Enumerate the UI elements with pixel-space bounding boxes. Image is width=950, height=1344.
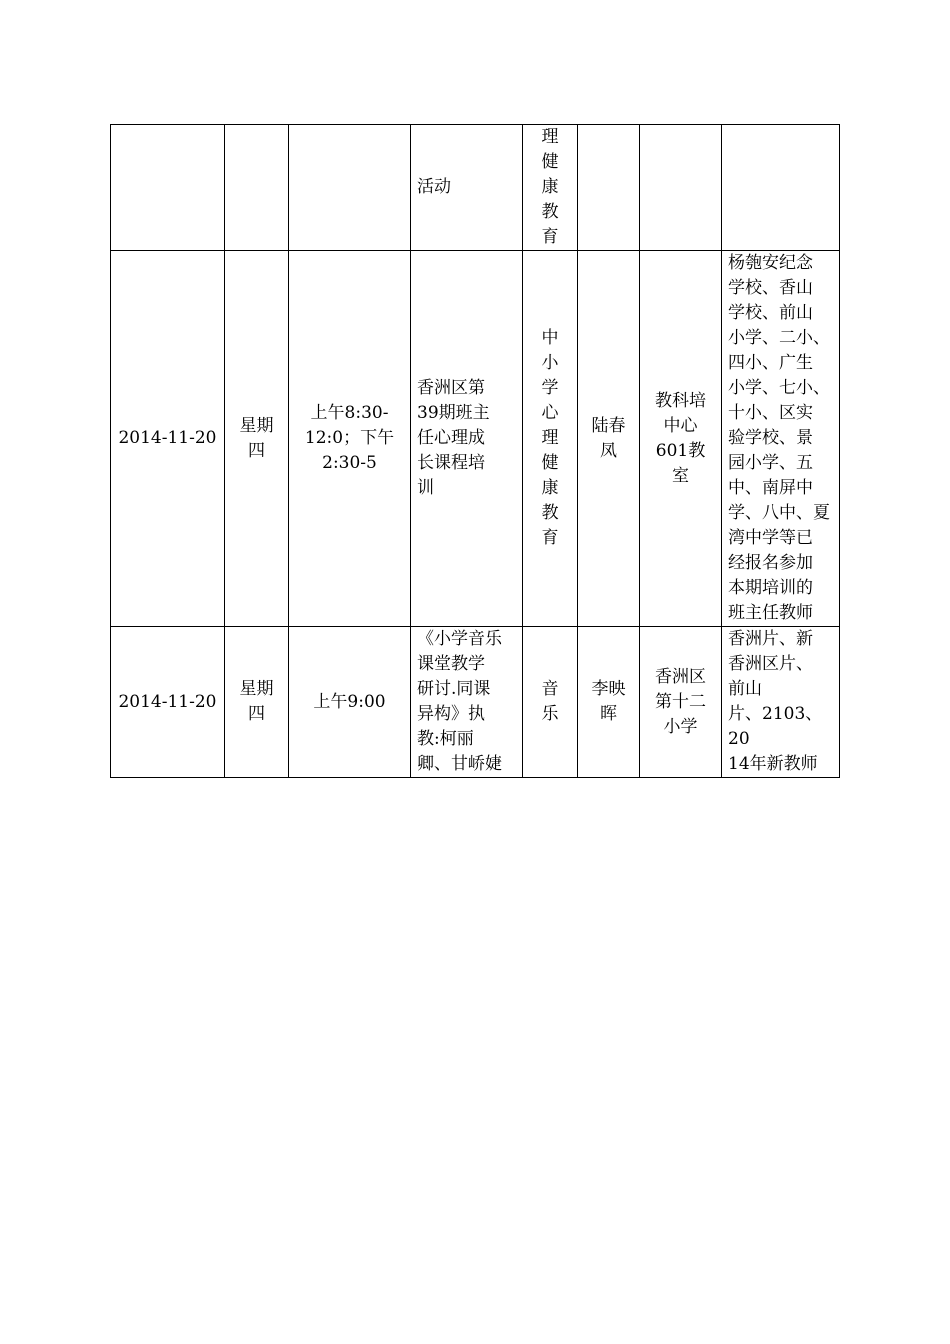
- subject-cell: 中 小 学 心 理 健 康 教 育: [523, 251, 578, 627]
- time-cell: [289, 125, 411, 251]
- date-cell: 2014-11-20: [111, 627, 225, 778]
- time-cell: 上午8:30- 12:0；下午 2:30-5: [289, 251, 411, 627]
- table-row: [111, 251, 840, 627]
- subject-cell: 理 健 康 教 育: [523, 125, 578, 251]
- venue-cell: 香洲区 第十二 小学: [640, 627, 722, 778]
- time-cell: 上午9:00: [289, 627, 411, 778]
- table-row: [111, 627, 840, 778]
- date-cell: [111, 125, 225, 251]
- table-row: [111, 125, 840, 251]
- weekday-cell: 星期 四: [225, 251, 289, 627]
- teacher-cell: [578, 125, 640, 251]
- weekday-cell: 星期 四: [225, 627, 289, 778]
- venue-cell: [640, 125, 722, 251]
- subject-cell: 音 乐: [523, 627, 578, 778]
- weekday-cell: [225, 125, 289, 251]
- venue-cell: 教科培 中心 601教 室: [640, 251, 722, 627]
- topic-cell: 《小学音乐 课堂教学 研讨.同课 异构》执 教:柯丽 卿、甘峤婕: [411, 627, 523, 778]
- teacher-cell: 陆春 凤: [578, 251, 640, 627]
- topic-cell: 香洲区第 39期班主 任心理成 长课程培 训: [411, 251, 523, 627]
- date-cell: 2014-11-20: [111, 251, 225, 627]
- schedule-table: [110, 124, 840, 778]
- participants-cell: 杨匏安纪念 学校、香山 学校、前山 小学、二小、 四小、广生 小学、七小、 十小、区实 验学校、景 园小学、五 中、南屏中 学、八中、夏 湾中学等已 经报名参加 本期培训的 班主任教师: [722, 251, 840, 627]
- topic-cell: 活动: [411, 125, 523, 251]
- participants-cell: 香洲片、新 香洲区片、 前山 片、2103、20 14年新教师: [722, 627, 840, 778]
- teacher-cell: 李映 晖: [578, 627, 640, 778]
- participants-cell: [722, 125, 840, 251]
